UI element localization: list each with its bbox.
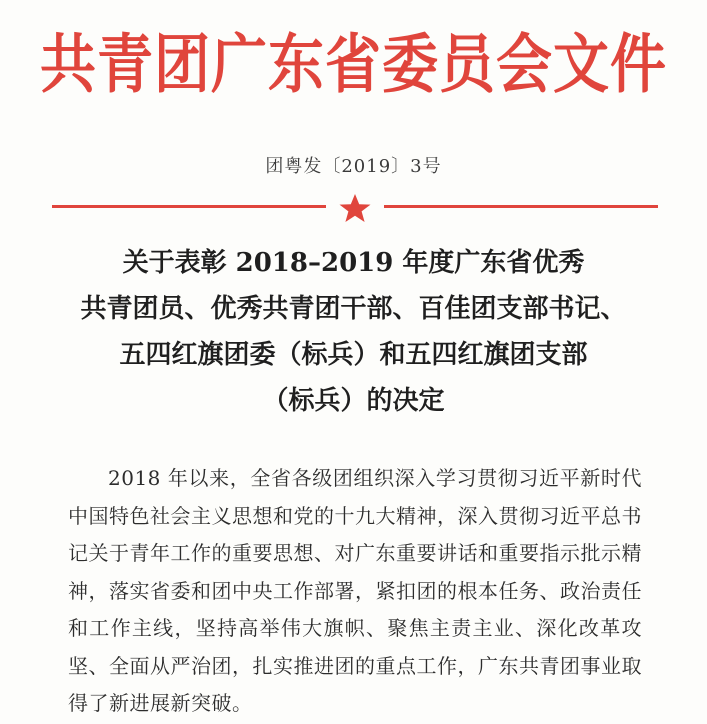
red-star-icon xyxy=(337,193,373,223)
title-line: 共青团员、优秀共青团干部、百佳团支部书记、 xyxy=(80,294,627,324)
document-number: 团粤发〔2019〕3号 xyxy=(265,156,442,177)
divider-line-left xyxy=(52,205,326,208)
title-line: 五四红旗团委（标兵）和五四红旗团支部 xyxy=(119,340,588,370)
document-masthead: 共青团广东省委员会文件 xyxy=(40,27,667,103)
divider-line-right xyxy=(384,205,658,208)
red-divider xyxy=(52,193,658,223)
title-line: 关于表彰 2018–2019 年度广东省优秀 xyxy=(122,248,585,278)
title-line: （标兵）的决定 xyxy=(262,386,445,416)
document-title xyxy=(0,240,707,424)
body-paragraph: 2018 年以来，全省各级团组织深入学习贯彻习近平新时代中国特色社会主义思想和党的十九大精神，深入贯彻习近平总书记关于青年工作的重要思想、对广东重要讲话和重要指示批示精神，落实省委和团中央工作部署，紧扣团的根本任务、政治责任和工作主线，坚持高举伟大旗帜、聚焦主责主业、深化改革攻坚、全面从严治团，扎实推进团的重点工作，广东共青团事业取得了新进展新突破。 xyxy=(68,466,642,715)
